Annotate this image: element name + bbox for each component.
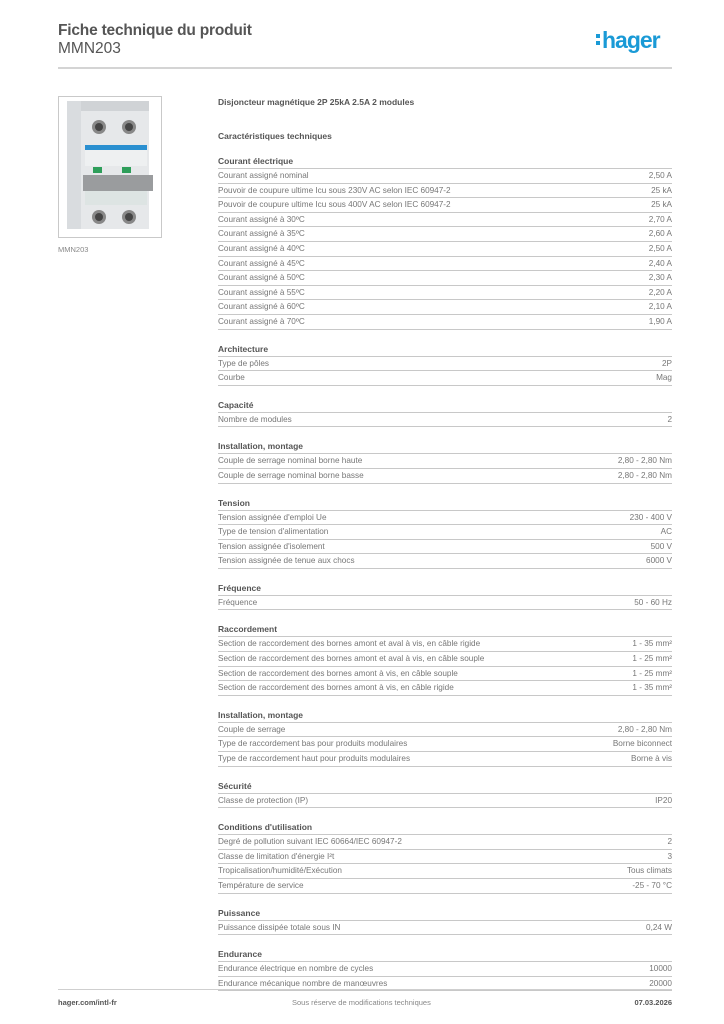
spec-label: Pouvoir de coupure ultime Icu sous 400V AC selon IEC 60947-2 (218, 200, 451, 210)
spec-value: Borne à vis (631, 754, 672, 764)
section-title: Installation, montage (218, 440, 672, 454)
spec-section (218, 623, 672, 695)
spec-row (218, 667, 672, 682)
circuit-breaker-icon (59, 97, 161, 237)
spec-value: 2,80 - 2,80 Nm (617, 470, 672, 480)
spec-label: Courant assigné nominal (218, 171, 309, 180)
product-code: MMN203 (58, 40, 121, 57)
spec-row (218, 723, 672, 738)
spec-label: Couple de serrage nominal borne basse (218, 470, 364, 480)
spec-row (218, 835, 672, 850)
section-title: Endurance (218, 948, 672, 962)
spec-row (218, 357, 672, 372)
spec-row (218, 596, 672, 611)
spec-value: 0,24 W (646, 922, 672, 932)
spec-row (218, 525, 672, 540)
spec-label: Courant assigné à 55ºC (218, 287, 305, 297)
spec-value: 1 - 25 mm² (632, 654, 672, 664)
spec-label: Section de raccordement des bornes amont et aval à vis, en câble souple (218, 654, 485, 664)
spec-value: 2,80 - 2,80 Nm (617, 456, 672, 466)
footer-date: 07.03.2026 (634, 998, 672, 1007)
spec-value: 2,40 A (648, 258, 672, 268)
spec-value: 6000 V (646, 556, 672, 566)
spec-value: 25 kA (651, 185, 672, 195)
spec-section (218, 440, 672, 483)
spec-value: Mag (656, 373, 672, 383)
spec-label: Tension assignée de tenue aux chocs (218, 556, 355, 566)
spec-row (218, 227, 672, 242)
spec-label: Endurance électrique en nombre de cycles (218, 964, 374, 974)
spec-label: Type de raccordement haut pour produits modulaires (218, 754, 411, 764)
spec-section (218, 582, 672, 611)
spec-value: 10000 (649, 964, 672, 974)
spec-section (218, 948, 672, 991)
spec-label: Nombre de modules (218, 414, 292, 424)
spec-value: AC (660, 527, 672, 537)
footer-website-link[interactable]: hager.com/intl-fr (58, 998, 117, 1007)
spec-label: Tropicalisation/humidité/Exécution (218, 866, 342, 876)
logo-text: hager (602, 27, 660, 53)
spec-row (218, 879, 672, 894)
spec-value: 1 - 25 mm² (632, 668, 672, 678)
spec-row (218, 213, 672, 228)
image-caption: MMN203 (58, 245, 89, 254)
spec-label: Puissance dissipée totale sous IN (218, 922, 341, 932)
spec-label: Couple de serrage (218, 724, 286, 734)
spec-label: Section de raccordement des bornes amont à vis, en câble rigide (218, 683, 454, 693)
spec-label: Section de raccordement des bornes amont et aval à vis, en câble rigide (218, 639, 481, 649)
section-title: Installation, montage (218, 709, 672, 723)
spec-value: 20000 (649, 978, 672, 988)
section-title: Raccordement (218, 623, 672, 637)
spec-row (218, 371, 672, 386)
spec-value: 2 (667, 837, 672, 847)
spec-section (218, 497, 672, 569)
spec-row (218, 962, 672, 977)
spec-label: Classe de protection (IP) (218, 795, 309, 805)
spec-row (218, 315, 672, 330)
section-title: Tension (218, 497, 672, 511)
spec-row (218, 794, 672, 809)
spec-label: Courant assigné à 30ºC (218, 214, 305, 224)
spec-value: 2,80 - 2,80 Nm (617, 724, 672, 734)
spec-row (218, 511, 672, 526)
hager-logo (596, 27, 660, 54)
spec-label: Classe de limitation d'énergie I²t (218, 851, 335, 861)
characteristics-title: Caractéristiques techniques (218, 131, 332, 141)
section-title: Courant électrique (218, 155, 672, 169)
section-title: Fréquence (218, 582, 672, 596)
section-title: Conditions d'utilisation (218, 821, 672, 835)
header-divider (58, 67, 672, 69)
spec-value: -25 - 70 °C (632, 881, 672, 890)
product-image (58, 96, 162, 238)
section-title: Puissance (218, 907, 672, 921)
spec-label: Type de tension d'alimentation (218, 527, 329, 537)
spec-label: Courant assigné à 35ºC (218, 229, 305, 239)
spec-section (218, 155, 672, 330)
spec-row (218, 242, 672, 257)
spec-value: 500 V (650, 541, 672, 551)
spec-value: 2,60 A (648, 229, 672, 239)
spec-label: Courant assigné à 60ºC (218, 302, 305, 312)
spec-value: Tous climats (626, 866, 672, 876)
spec-value: 2,30 A (648, 273, 672, 283)
spec-value: 25 kA (651, 200, 672, 210)
logo-colon-icon (596, 31, 600, 48)
section-title: Architecture (218, 343, 672, 357)
spec-section (218, 821, 672, 893)
spec-section (218, 343, 672, 386)
spec-content (218, 96, 672, 991)
spec-section (218, 780, 672, 809)
spec-row (218, 681, 672, 696)
page-title: Fiche technique du produit (58, 22, 252, 39)
spec-value: 2,20 A (648, 287, 672, 297)
spec-label: Endurance mécanique nombre de manœuvres (218, 978, 388, 988)
spec-label: Type de raccordement bas pour produits modulaires (218, 739, 408, 749)
spec-row (218, 454, 672, 469)
spec-row (218, 300, 672, 315)
spec-row (218, 184, 672, 199)
spec-label: Fréquence (218, 597, 258, 607)
spec-label: Courant assigné à 45ºC (218, 258, 305, 268)
spec-label: Courant assigné à 40ºC (218, 243, 305, 253)
footer-disclaimer: Sous réserve de modifications techniques (292, 998, 431, 1007)
spec-value: 1 - 35 mm² (632, 639, 672, 649)
section-title: Capacité (218, 399, 672, 413)
spec-row (218, 469, 672, 484)
spec-row (218, 752, 672, 767)
spec-value: 2,10 A (648, 302, 672, 312)
spec-row (218, 850, 672, 865)
spec-value: 1,90 A (648, 316, 672, 326)
spec-label: Courant assigné à 50ºC (218, 273, 305, 283)
spec-row (218, 413, 672, 428)
spec-value: 2P (661, 358, 672, 368)
spec-row (218, 169, 672, 184)
page-header (58, 22, 252, 58)
spec-value: Borne biconnect (612, 739, 672, 749)
spec-value: 1 - 35 mm² (632, 683, 672, 693)
spec-row (218, 286, 672, 301)
spec-label: Température de service (218, 881, 304, 890)
spec-label: Tension assignée d'isolement (218, 541, 325, 551)
spec-label: Courant assigné à 70ºC (218, 316, 305, 326)
spec-value: 3 (667, 851, 672, 861)
spec-row (218, 864, 672, 879)
spec-row (218, 737, 672, 752)
footer-divider (58, 989, 672, 990)
spec-value: 50 - 60 Hz (634, 597, 672, 607)
spec-row (218, 637, 672, 652)
spec-sections (218, 155, 672, 991)
spec-row (218, 554, 672, 569)
spec-row (218, 540, 672, 555)
spec-row (218, 198, 672, 213)
spec-value: 2 (667, 414, 672, 424)
spec-label: Degré de pollution suivant IEC 60664/IEC 60947-2 (218, 837, 402, 847)
spec-row (218, 921, 672, 936)
spec-label: Pouvoir de coupure ultime Icu sous 230V AC selon IEC 60947-2 (218, 185, 451, 195)
spec-value: 230 - 400 V (629, 512, 672, 522)
spec-label: Type de pôles (218, 358, 269, 368)
spec-label: Tension assignée d'emploi Ue (218, 512, 327, 522)
spec-section (218, 709, 672, 767)
section-title: Sécurité (218, 780, 672, 794)
spec-row (218, 271, 672, 286)
product-name: Disjoncteur magnétique 2P 25kA 2.5A 2 modules (218, 97, 415, 107)
spec-row (218, 652, 672, 667)
spec-value: 2,50 A (648, 171, 672, 180)
spec-label: Section de raccordement des bornes amont à vis, en câble souple (218, 668, 458, 678)
spec-label: Couple de serrage nominal borne haute (218, 456, 363, 466)
spec-section (218, 399, 672, 428)
spec-label: Courbe (218, 373, 245, 383)
spec-row (218, 257, 672, 272)
spec-value: 2,50 A (648, 243, 672, 253)
spec-value: 2,70 A (648, 214, 672, 224)
spec-section (218, 907, 672, 936)
spec-value: IP20 (655, 795, 672, 805)
